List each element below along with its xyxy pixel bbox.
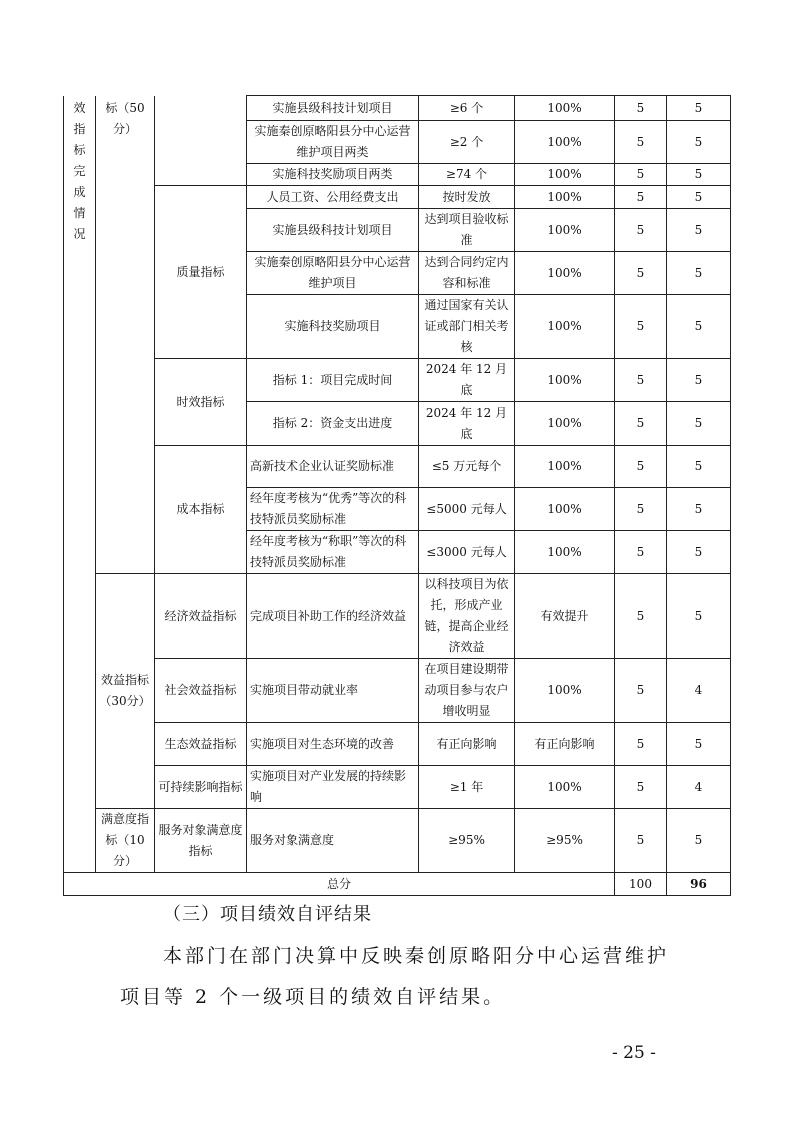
total-score: 96 [667, 873, 731, 896]
indicator-content: 实施县级科技计划项目 [247, 96, 419, 121]
paragraph-line: 项目等 2 个一级项目的绩效自评结果。 [120, 986, 506, 1008]
score: 5 [667, 96, 731, 121]
actual-value: 100% [515, 659, 615, 723]
output-indicator-label: 标（50分） [96, 96, 155, 574]
weight: 5 [615, 121, 667, 164]
target-value: ≥6 个 [419, 96, 515, 121]
actual-value: 100% [515, 359, 615, 402]
indicator-content: 完成项目补助工作的经济效益 [247, 574, 419, 659]
target-value: ≥1 年 [419, 766, 515, 809]
page-number: - 25 - [612, 1043, 656, 1063]
actual-value: 100% [515, 295, 615, 359]
target-value: ≥2 个 [419, 121, 515, 164]
indicator-content: 经年度考核为“优秀”等次的科技特派员奖励标准 [247, 488, 419, 531]
actual-value: 100% [515, 446, 615, 488]
indicator-content: 高新技术企业认证奖励标准 [247, 446, 419, 488]
indicator-content: 实施项目对生态环境的改善 [247, 723, 419, 766]
indicator-content: 实施秦创原略阳县分中心运营维护项目 [247, 252, 419, 295]
total-weight: 100 [615, 873, 667, 896]
actual-value: 100% [515, 252, 615, 295]
sub-indicator: 可持续影响指标 [155, 766, 247, 809]
score: 5 [667, 252, 731, 295]
score: 5 [667, 531, 731, 574]
score: 5 [667, 164, 731, 186]
weight: 5 [615, 446, 667, 488]
actual-value: 100% [515, 488, 615, 531]
indicator-content: 指标 2：资金支出进度 [247, 402, 419, 446]
target-value: 在项目建设期带动项目参与农户增收明显 [419, 659, 515, 723]
actual-value: 有效提升 [515, 574, 615, 659]
target-value: 以科技项目为依托，形成产业链，提高企业经济效益 [419, 574, 515, 659]
score: 5 [667, 574, 731, 659]
indicator-content: 经年度考核为“称职”等次的科技特派员奖励标准 [247, 531, 419, 574]
timeliness-indicator-label: 时效指标 [155, 359, 247, 446]
weight: 5 [615, 488, 667, 531]
weight: 5 [615, 531, 667, 574]
indicator-content: 实施秦创原略阳县分中心运营维护项目两类 [247, 121, 419, 164]
score: 4 [667, 659, 731, 723]
target-value: ≤5 万元每个 [419, 446, 515, 488]
score: 5 [667, 402, 731, 446]
indicator-content: 实施科技奖励项目 [247, 295, 419, 359]
actual-value: 100% [515, 186, 615, 209]
indicator-content: 实施项目对产业发展的持续影响 [247, 766, 419, 809]
score: 5 [667, 121, 731, 164]
indicator-content: 人员工资、公用经费支出 [247, 186, 419, 209]
weight: 5 [615, 659, 667, 723]
satisfaction-indicator-label: 满意度指标（10分） [96, 809, 155, 873]
weight: 5 [615, 252, 667, 295]
total-label: 总分 [64, 873, 615, 896]
benefit-indicator-label: 效益指标（30分） [96, 574, 155, 809]
score: 4 [667, 766, 731, 809]
target-value: 按时发放 [419, 186, 515, 209]
actual-value: 100% [515, 121, 615, 164]
sub-indicator: 服务对象满意度指标 [155, 809, 247, 873]
actual-value: 100% [515, 766, 615, 809]
sub-indicator: 生态效益指标 [155, 723, 247, 766]
target-value: 达到项目验收标准 [419, 209, 515, 252]
target-value: ≤3000 元每人 [419, 531, 515, 574]
weight: 5 [615, 164, 667, 186]
target-value: ≤5000 元每人 [419, 488, 515, 531]
actual-value: 100% [515, 402, 615, 446]
score: 5 [667, 209, 731, 252]
section-heading: （三）项目绩效自评结果 [163, 904, 372, 925]
score: 5 [667, 723, 731, 766]
target-value: 2024 年 12 月底 [419, 402, 515, 446]
paragraph-line: 本部门在部门决算中反映秦创原略阳分中心运营维护 [163, 945, 670, 967]
target-value: 2024 年 12 月底 [419, 359, 515, 402]
score: 5 [667, 295, 731, 359]
actual-value: 100% [515, 164, 615, 186]
quality-indicator-label: 质量指标 [155, 186, 247, 359]
indicator-content: 实施科技奖励项目两类 [247, 164, 419, 186]
weight: 5 [615, 209, 667, 252]
performance-table [63, 95, 731, 896]
target-value: 达到合同约定内容和标准 [419, 252, 515, 295]
score: 5 [667, 359, 731, 402]
weight: 5 [615, 295, 667, 359]
target-value: 有正向影响 [419, 723, 515, 766]
quantity-indicator-label [155, 96, 247, 186]
weight: 5 [615, 186, 667, 209]
target-value: 通过国家有关认证或部门相关考核 [419, 295, 515, 359]
indicator-content: 服务对象满意度 [247, 809, 419, 873]
indicator-content: 指标 1：项目完成时间 [247, 359, 419, 402]
weight: 5 [615, 402, 667, 446]
score: 5 [667, 809, 731, 873]
cost-indicator-label: 成本指标 [155, 446, 247, 574]
actual-value: 有正向影响 [515, 723, 615, 766]
indicator-content: 实施项目带动就业率 [247, 659, 419, 723]
first-level-indicator: 效指标完成情况 [64, 96, 96, 873]
actual-value: 100% [515, 96, 615, 121]
target-value: ≥74 个 [419, 164, 515, 186]
actual-value: 100% [515, 209, 615, 252]
actual-value: 100% [515, 531, 615, 574]
sub-indicator: 社会效益指标 [155, 659, 247, 723]
weight: 5 [615, 574, 667, 659]
sub-indicator: 经济效益指标 [155, 574, 247, 659]
weight: 5 [615, 766, 667, 809]
weight: 5 [615, 359, 667, 402]
actual-value: ≥95% [515, 809, 615, 873]
score: 5 [667, 446, 731, 488]
weight: 5 [615, 723, 667, 766]
weight: 5 [615, 96, 667, 121]
target-value: ≥95% [419, 809, 515, 873]
score: 5 [667, 186, 731, 209]
score: 5 [667, 488, 731, 531]
indicator-content: 实施县级科技计划项目 [247, 209, 419, 252]
weight: 5 [615, 809, 667, 873]
